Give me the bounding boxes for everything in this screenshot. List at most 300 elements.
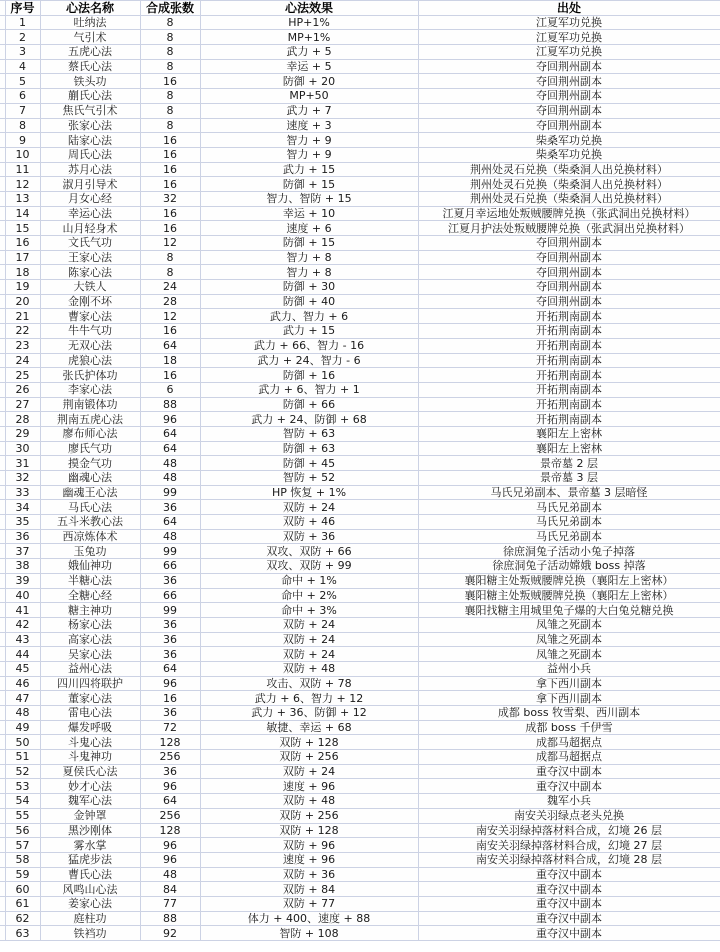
cell-cards[interactable]: 36 [140, 500, 200, 515]
cell-source[interactable]: 南安关羽绿点老头兑换 [418, 808, 720, 823]
cell-name[interactable]: 张氏护体功 [40, 368, 140, 383]
cell-source[interactable]: 南安关羽绿掉落材料合成，幻境 27 层 [418, 838, 720, 853]
cell-cards[interactable]: 16 [140, 324, 200, 339]
cell-name[interactable]: 张家心法 [40, 118, 140, 133]
cell-name[interactable]: 李家心法 [40, 382, 140, 397]
cell-cards[interactable]: 48 [140, 867, 200, 882]
cell-name[interactable]: 娥仙神功 [40, 559, 140, 574]
cell-name[interactable]: 半糖心法 [40, 573, 140, 588]
cell-name[interactable]: 摸金气功 [40, 456, 140, 471]
cell-no[interactable]: 6 [5, 89, 40, 104]
cell-name[interactable]: 焦氏气引术 [40, 103, 140, 118]
cell-cards[interactable]: 8 [140, 250, 200, 265]
cell-effect[interactable]: 双防 + 77 [200, 896, 418, 911]
cell-no[interactable]: 23 [5, 338, 40, 353]
cell-name[interactable]: 高家心法 [40, 632, 140, 647]
cell-no[interactable]: 62 [5, 911, 40, 926]
cell-cards[interactable]: 8 [140, 103, 200, 118]
cell-no[interactable]: 57 [5, 838, 40, 853]
header-no[interactable]: 序号 [5, 1, 40, 16]
cell-source[interactable]: 马氏兄弟副本、景帝墓 3 层暗怪 [418, 485, 720, 500]
cell-effect[interactable]: 速度 + 3 [200, 118, 418, 133]
cell-source[interactable]: 江夏军功兑换 [418, 45, 720, 60]
cell-source[interactable]: 柴桑军功兑换 [418, 133, 720, 148]
cell-effect[interactable]: 双攻、双防 + 99 [200, 559, 418, 574]
cell-cards[interactable]: 12 [140, 236, 200, 251]
cell-cards[interactable]: 84 [140, 882, 200, 897]
cell-source[interactable]: 夺回荆州副本 [418, 294, 720, 309]
cell-effect[interactable]: 智力 + 9 [200, 133, 418, 148]
cell-effect[interactable]: 防御 + 20 [200, 74, 418, 89]
cell-name[interactable]: 糖主神功 [40, 603, 140, 618]
cell-no[interactable]: 5 [5, 74, 40, 89]
cell-name[interactable]: 荆南锻体功 [40, 397, 140, 412]
cell-source[interactable]: 荆州处灵石兑换（柴桑洞人出兑换材料） [418, 177, 720, 192]
cell-cards[interactable]: 32 [140, 191, 200, 206]
cell-cards[interactable]: 16 [140, 162, 200, 177]
cell-cards[interactable]: 256 [140, 750, 200, 765]
cell-cards[interactable]: 66 [140, 588, 200, 603]
cell-no[interactable]: 33 [5, 485, 40, 500]
cell-no[interactable]: 46 [5, 676, 40, 691]
cell-cards[interactable]: 36 [140, 647, 200, 662]
cell-name[interactable]: 五虎心法 [40, 45, 140, 60]
cell-effect[interactable]: 防御 + 15 [200, 236, 418, 251]
cell-source[interactable]: 凤雏之死副本 [418, 632, 720, 647]
cell-cards[interactable]: 88 [140, 397, 200, 412]
cell-name[interactable]: 山月轻身术 [40, 221, 140, 236]
cell-name[interactable]: 气引术 [40, 30, 140, 45]
cell-name[interactable]: 无双心法 [40, 338, 140, 353]
header-name[interactable]: 心法名称 [40, 1, 140, 16]
cell-source[interactable]: 夺回荆州副本 [418, 103, 720, 118]
cell-cards[interactable]: 6 [140, 382, 200, 397]
cell-no[interactable]: 7 [5, 103, 40, 118]
cell-name[interactable]: 风鸣山心法 [40, 882, 140, 897]
cell-cards[interactable]: 8 [140, 45, 200, 60]
cell-no[interactable]: 35 [5, 515, 40, 530]
cell-effect[interactable]: 双防 + 24 [200, 617, 418, 632]
cell-no[interactable]: 45 [5, 661, 40, 676]
cell-name[interactable]: 大铁人 [40, 280, 140, 295]
cell-name[interactable]: 雷电心法 [40, 706, 140, 721]
cell-no[interactable]: 13 [5, 191, 40, 206]
cell-name[interactable]: 四川四将联护 [40, 676, 140, 691]
cell-cards[interactable]: 18 [140, 353, 200, 368]
header-effect[interactable]: 心法效果 [200, 1, 418, 16]
cell-no[interactable]: 11 [5, 162, 40, 177]
cell-name[interactable]: 夏侯氏心法 [40, 764, 140, 779]
cell-effect[interactable]: 防御 + 63 [200, 441, 418, 456]
cell-effect[interactable]: 武力 + 7 [200, 103, 418, 118]
cell-name[interactable]: 益州心法 [40, 661, 140, 676]
cell-no[interactable]: 27 [5, 397, 40, 412]
cell-effect[interactable]: HP 恢复 + 1% [200, 485, 418, 500]
cell-name[interactable]: 吴家心法 [40, 647, 140, 662]
cell-source[interactable]: 重夺汉中副本 [418, 926, 720, 941]
cell-source[interactable]: 马氏兄弟副本 [418, 515, 720, 530]
cell-no[interactable]: 60 [5, 882, 40, 897]
cell-effect[interactable]: 武力、智力 + 6 [200, 309, 418, 324]
cell-effect[interactable]: 智力 + 8 [200, 265, 418, 280]
cell-source[interactable]: 夺回荆州副本 [418, 118, 720, 133]
cell-effect[interactable]: 命中 + 3% [200, 603, 418, 618]
cell-no[interactable]: 20 [5, 294, 40, 309]
cell-effect[interactable]: 防御 + 30 [200, 280, 418, 295]
cell-effect[interactable]: 防御 + 45 [200, 456, 418, 471]
cell-name[interactable]: 陈家心法 [40, 265, 140, 280]
cell-name[interactable]: 黑沙刚体 [40, 823, 140, 838]
cell-source[interactable]: 拿下西川副本 [418, 676, 720, 691]
cell-source[interactable]: 江夏军功兑换 [418, 15, 720, 30]
cell-name[interactable]: 铁头功 [40, 74, 140, 89]
cell-effect[interactable]: 命中 + 1% [200, 573, 418, 588]
cell-cards[interactable]: 36 [140, 706, 200, 721]
cell-name[interactable]: 铁裆功 [40, 926, 140, 941]
cell-source[interactable]: 荆州处灵石兑换（柴桑洞人出兑换材料） [418, 191, 720, 206]
cell-no[interactable]: 14 [5, 206, 40, 221]
cell-effect[interactable]: 双攻、双防 + 66 [200, 544, 418, 559]
cell-source[interactable]: 拿下西川副本 [418, 691, 720, 706]
cell-effect[interactable]: 智防 + 52 [200, 471, 418, 486]
cell-no[interactable]: 12 [5, 177, 40, 192]
cell-no[interactable]: 21 [5, 309, 40, 324]
cell-name[interactable]: 金钟罩 [40, 808, 140, 823]
cell-effect[interactable]: 双防 + 24 [200, 632, 418, 647]
cell-no[interactable]: 43 [5, 632, 40, 647]
cell-effect[interactable]: 双防 + 256 [200, 808, 418, 823]
cell-source[interactable]: 夺回荆州副本 [418, 265, 720, 280]
cell-no[interactable]: 55 [5, 808, 40, 823]
cell-no[interactable]: 15 [5, 221, 40, 236]
cell-effect[interactable]: 双防 + 84 [200, 882, 418, 897]
cell-effect[interactable]: 双防 + 24 [200, 647, 418, 662]
header-source[interactable]: 出处 [418, 1, 720, 16]
cell-effect[interactable]: 武力 + 15 [200, 162, 418, 177]
cell-no[interactable]: 2 [5, 30, 40, 45]
cell-source[interactable]: 凤雏之死副本 [418, 617, 720, 632]
cell-no[interactable]: 32 [5, 471, 40, 486]
cell-name[interactable]: 陆家心法 [40, 133, 140, 148]
cell-source[interactable]: 开拓荆南副本 [418, 353, 720, 368]
cell-name[interactable]: 廖氏气功 [40, 441, 140, 456]
cell-source[interactable]: 重夺汉中副本 [418, 882, 720, 897]
cell-cards[interactable]: 8 [140, 15, 200, 30]
cell-effect[interactable]: 双防 + 128 [200, 823, 418, 838]
cell-cards[interactable]: 64 [140, 441, 200, 456]
cell-name[interactable]: 斗鬼心法 [40, 735, 140, 750]
cell-cards[interactable]: 128 [140, 735, 200, 750]
cell-name[interactable]: 斗鬼神功 [40, 750, 140, 765]
cell-name[interactable]: 周氏心法 [40, 147, 140, 162]
cell-effect[interactable]: 武力 + 66、智力 - 16 [200, 338, 418, 353]
cell-cards[interactable]: 36 [140, 764, 200, 779]
cell-cards[interactable]: 48 [140, 456, 200, 471]
cell-source[interactable]: 襄阳左上密林 [418, 426, 720, 441]
cell-cards[interactable]: 16 [140, 133, 200, 148]
cell-cards[interactable]: 36 [140, 573, 200, 588]
cell-effect[interactable]: 体力 + 400、速度 + 88 [200, 911, 418, 926]
cell-source[interactable]: 夺回荆州副本 [418, 89, 720, 104]
cell-cards[interactable]: 64 [140, 515, 200, 530]
cell-no[interactable]: 42 [5, 617, 40, 632]
header-cards[interactable]: 合成张数 [140, 1, 200, 16]
cell-effect[interactable]: HP+1% [200, 15, 418, 30]
cell-source[interactable]: 魏军小兵 [418, 794, 720, 809]
cell-source[interactable]: 成都马超据点 [418, 750, 720, 765]
cell-source[interactable]: 江夏月幸运地处叛贼腰牌兑换（张武洞出兑换材料） [418, 206, 720, 221]
cell-cards[interactable]: 12 [140, 309, 200, 324]
cell-source[interactable]: 成都 boss 千伊雪 [418, 720, 720, 735]
cell-cards[interactable]: 36 [140, 632, 200, 647]
cell-effect[interactable]: 武力 + 6、智力 + 1 [200, 382, 418, 397]
cell-cards[interactable]: 96 [140, 838, 200, 853]
cell-source[interactable]: 江夏军功兑换 [418, 30, 720, 45]
cell-name[interactable]: 西凉炼体术 [40, 529, 140, 544]
cell-cards[interactable]: 8 [140, 30, 200, 45]
cell-source[interactable]: 夺回荆州副本 [418, 236, 720, 251]
cell-source[interactable]: 襄阳左上密林 [418, 441, 720, 456]
cell-cards[interactable]: 36 [140, 617, 200, 632]
cell-cards[interactable]: 28 [140, 294, 200, 309]
cell-cards[interactable]: 99 [140, 544, 200, 559]
cell-name[interactable]: 王家心法 [40, 250, 140, 265]
cell-cards[interactable]: 8 [140, 265, 200, 280]
cell-source[interactable]: 南安关羽绿掉落材料合成，幻境 28 层 [418, 852, 720, 867]
cell-name[interactable]: 庭柱功 [40, 911, 140, 926]
cell-source[interactable]: 重夺汉中副本 [418, 764, 720, 779]
cell-name[interactable]: 金刚不坏 [40, 294, 140, 309]
cell-name[interactable]: 蒯氏心法 [40, 89, 140, 104]
cell-no[interactable]: 26 [5, 382, 40, 397]
cell-effect[interactable]: 双防 + 48 [200, 661, 418, 676]
cell-cards[interactable]: 16 [140, 368, 200, 383]
cell-no[interactable]: 31 [5, 456, 40, 471]
cell-name[interactable]: 董家心法 [40, 691, 140, 706]
cell-no[interactable]: 38 [5, 559, 40, 574]
cell-cards[interactable]: 24 [140, 280, 200, 295]
cell-source[interactable]: 夺回荆州副本 [418, 280, 720, 295]
cell-effect[interactable]: 防御 + 16 [200, 368, 418, 383]
cell-effect[interactable]: 双防 + 96 [200, 838, 418, 853]
cell-no[interactable]: 36 [5, 529, 40, 544]
cell-cards[interactable]: 16 [140, 147, 200, 162]
cell-name[interactable]: 牛牛气功 [40, 324, 140, 339]
cell-source[interactable]: 重夺汉中副本 [418, 779, 720, 794]
cell-effect[interactable]: 双防 + 128 [200, 735, 418, 750]
cell-effect[interactable]: 智防 + 108 [200, 926, 418, 941]
cell-no[interactable]: 10 [5, 147, 40, 162]
cell-cards[interactable]: 99 [140, 603, 200, 618]
cell-cards[interactable]: 88 [140, 911, 200, 926]
cell-no[interactable]: 17 [5, 250, 40, 265]
cell-name[interactable]: 幽魂王心法 [40, 485, 140, 500]
cell-name[interactable]: 月女心经 [40, 191, 140, 206]
cell-no[interactable]: 22 [5, 324, 40, 339]
cell-effect[interactable]: 智力 + 8 [200, 250, 418, 265]
cell-no[interactable]: 39 [5, 573, 40, 588]
cell-no[interactable]: 19 [5, 280, 40, 295]
cell-no[interactable]: 9 [5, 133, 40, 148]
cell-source[interactable]: 重夺汉中副本 [418, 911, 720, 926]
cell-effect[interactable]: 速度 + 6 [200, 221, 418, 236]
cell-effect[interactable]: 智力、智防 + 15 [200, 191, 418, 206]
cell-name[interactable]: 五斗米教心法 [40, 515, 140, 530]
cell-no[interactable]: 63 [5, 926, 40, 941]
cell-effect[interactable]: 双防 + 36 [200, 867, 418, 882]
cell-cards[interactable]: 72 [140, 720, 200, 735]
cell-source[interactable]: 成都 boss 牧雪梨、西川副本 [418, 706, 720, 721]
cell-name[interactable]: 爆发呼吸 [40, 720, 140, 735]
cell-no[interactable]: 37 [5, 544, 40, 559]
cell-cards[interactable]: 99 [140, 485, 200, 500]
cell-effect[interactable]: 防御 + 40 [200, 294, 418, 309]
cell-no[interactable]: 61 [5, 896, 40, 911]
cell-cards[interactable]: 92 [140, 926, 200, 941]
cell-source[interactable]: 开拓荆南副本 [418, 324, 720, 339]
cell-name[interactable]: 虎狼心法 [40, 353, 140, 368]
cell-effect[interactable]: 双防 + 256 [200, 750, 418, 765]
cell-effect[interactable]: 双防 + 24 [200, 500, 418, 515]
cell-no[interactable]: 52 [5, 764, 40, 779]
cell-no[interactable]: 25 [5, 368, 40, 383]
cell-no[interactable]: 53 [5, 779, 40, 794]
cell-name[interactable]: 幸运心法 [40, 206, 140, 221]
cell-source[interactable]: 夺回荆州副本 [418, 250, 720, 265]
cell-cards[interactable]: 96 [140, 779, 200, 794]
cell-source[interactable]: 开拓荆南副本 [418, 368, 720, 383]
cell-source[interactable]: 夺回荆州副本 [418, 74, 720, 89]
cell-cards[interactable]: 16 [140, 221, 200, 236]
cell-effect[interactable]: 武力 + 5 [200, 45, 418, 60]
cell-source[interactable]: 柴桑军功兑换 [418, 147, 720, 162]
cell-effect[interactable]: 双防 + 48 [200, 794, 418, 809]
cell-cards[interactable]: 8 [140, 59, 200, 74]
cell-name[interactable]: 杨家心法 [40, 617, 140, 632]
cell-cards[interactable]: 8 [140, 89, 200, 104]
cell-name[interactable]: 猛虎步法 [40, 852, 140, 867]
cell-source[interactable]: 重夺汉中副本 [418, 896, 720, 911]
cell-effect[interactable]: 智防 + 63 [200, 426, 418, 441]
cell-source[interactable]: 夺回荆州副本 [418, 59, 720, 74]
cell-no[interactable]: 3 [5, 45, 40, 60]
cell-cards[interactable]: 64 [140, 338, 200, 353]
cell-no[interactable]: 56 [5, 823, 40, 838]
cell-name[interactable]: 吐纳法 [40, 15, 140, 30]
cell-no[interactable]: 54 [5, 794, 40, 809]
cell-source[interactable]: 马氏兄弟副本 [418, 529, 720, 544]
cell-source[interactable]: 江夏月护法处叛贼腰牌兑换（张武洞出兑换材料） [418, 221, 720, 236]
cell-name[interactable]: 蔡氏心法 [40, 59, 140, 74]
cell-no[interactable]: 30 [5, 441, 40, 456]
cell-source[interactable]: 凤雏之死副本 [418, 647, 720, 662]
cell-name[interactable]: 姜家心法 [40, 896, 140, 911]
cell-cards[interactable]: 256 [140, 808, 200, 823]
cell-cards[interactable]: 64 [140, 794, 200, 809]
cell-source[interactable]: 马氏兄弟副本 [418, 500, 720, 515]
cell-cards[interactable]: 128 [140, 823, 200, 838]
cell-effect[interactable]: 武力 + 24、智力 - 6 [200, 353, 418, 368]
cell-effect[interactable]: 命中 + 2% [200, 588, 418, 603]
cell-name[interactable]: 玉兔功 [40, 544, 140, 559]
cell-effect[interactable]: 武力 + 6、智力 + 12 [200, 691, 418, 706]
cell-effect[interactable]: 双防 + 36 [200, 529, 418, 544]
cell-source[interactable]: 襄阳糖主处叛贼腰牌兑换（襄阳左上密林） [418, 588, 720, 603]
cell-no[interactable]: 41 [5, 603, 40, 618]
cell-cards[interactable]: 96 [140, 412, 200, 427]
cell-effect[interactable]: 防御 + 15 [200, 177, 418, 192]
cell-source[interactable]: 益州小兵 [418, 661, 720, 676]
cell-source[interactable]: 襄阳找糖主用城里兔子爆的大白兔兑糖兑换 [418, 603, 720, 618]
cell-no[interactable]: 51 [5, 750, 40, 765]
cell-cards[interactable]: 48 [140, 529, 200, 544]
cell-effect[interactable]: 速度 + 96 [200, 779, 418, 794]
cell-name[interactable]: 苏月心法 [40, 162, 140, 177]
cell-no[interactable]: 18 [5, 265, 40, 280]
cell-cards[interactable]: 16 [140, 74, 200, 89]
cell-source[interactable]: 开拓荆南副本 [418, 412, 720, 427]
cell-name[interactable]: 曹家心法 [40, 309, 140, 324]
cell-effect[interactable]: 双防 + 46 [200, 515, 418, 530]
cell-source[interactable]: 开拓荆南副本 [418, 309, 720, 324]
cell-source[interactable]: 徐庶洞兔子活动小兔子掉落 [418, 544, 720, 559]
cell-cards[interactable]: 16 [140, 206, 200, 221]
cell-cards[interactable]: 96 [140, 852, 200, 867]
cell-effect[interactable]: MP+50 [200, 89, 418, 104]
cell-effect[interactable]: 武力 + 36、防御 + 12 [200, 706, 418, 721]
cell-no[interactable]: 16 [5, 236, 40, 251]
cell-source[interactable]: 荆州处灵石兑换（柴桑洞人出兑换材料） [418, 162, 720, 177]
cell-source[interactable]: 景帝墓 3 层 [418, 471, 720, 486]
cell-effect[interactable]: 防御 + 66 [200, 397, 418, 412]
cell-source[interactable]: 开拓荆南副本 [418, 397, 720, 412]
cell-effect[interactable]: 速度 + 96 [200, 852, 418, 867]
cell-no[interactable]: 4 [5, 59, 40, 74]
cell-source[interactable]: 重夺汉中副本 [418, 867, 720, 882]
cell-name[interactable]: 马氏心法 [40, 500, 140, 515]
cell-name[interactable]: 廖布师心法 [40, 426, 140, 441]
cell-no[interactable]: 49 [5, 720, 40, 735]
cell-no[interactable]: 28 [5, 412, 40, 427]
cell-no[interactable]: 8 [5, 118, 40, 133]
cell-no[interactable]: 58 [5, 852, 40, 867]
cell-no[interactable]: 59 [5, 867, 40, 882]
cell-effect[interactable]: 双防 + 24 [200, 764, 418, 779]
cell-source[interactable]: 南安关羽绿掉落材料合成，幻境 26 层 [418, 823, 720, 838]
cell-effect[interactable]: MP+1% [200, 30, 418, 45]
cell-source[interactable]: 徐庶洞兔子活动嫦娥 boss 掉落 [418, 559, 720, 574]
cell-no[interactable]: 24 [5, 353, 40, 368]
cell-no[interactable]: 29 [5, 426, 40, 441]
cell-name[interactable]: 雾水掌 [40, 838, 140, 853]
cell-source[interactable]: 开拓荆南副本 [418, 382, 720, 397]
cell-effect[interactable]: 武力 + 15 [200, 324, 418, 339]
cell-source[interactable]: 襄阳糖主处叛贼腰牌兑换（襄阳左上密林） [418, 573, 720, 588]
cell-name[interactable]: 全糖心经 [40, 588, 140, 603]
cell-no[interactable]: 47 [5, 691, 40, 706]
cell-cards[interactable]: 96 [140, 676, 200, 691]
cell-name[interactable]: 文氏气功 [40, 236, 140, 251]
cell-cards[interactable]: 16 [140, 177, 200, 192]
cell-source[interactable]: 成都马超据点 [418, 735, 720, 750]
cell-no[interactable]: 44 [5, 647, 40, 662]
cell-effect[interactable]: 智力 + 9 [200, 147, 418, 162]
cell-no[interactable]: 1 [5, 15, 40, 30]
cell-name[interactable]: 妙才心法 [40, 779, 140, 794]
cell-effect[interactable]: 敏捷、幸运 + 68 [200, 720, 418, 735]
cell-name[interactable]: 魏军心法 [40, 794, 140, 809]
cell-name[interactable]: 荆南五虎心法 [40, 412, 140, 427]
